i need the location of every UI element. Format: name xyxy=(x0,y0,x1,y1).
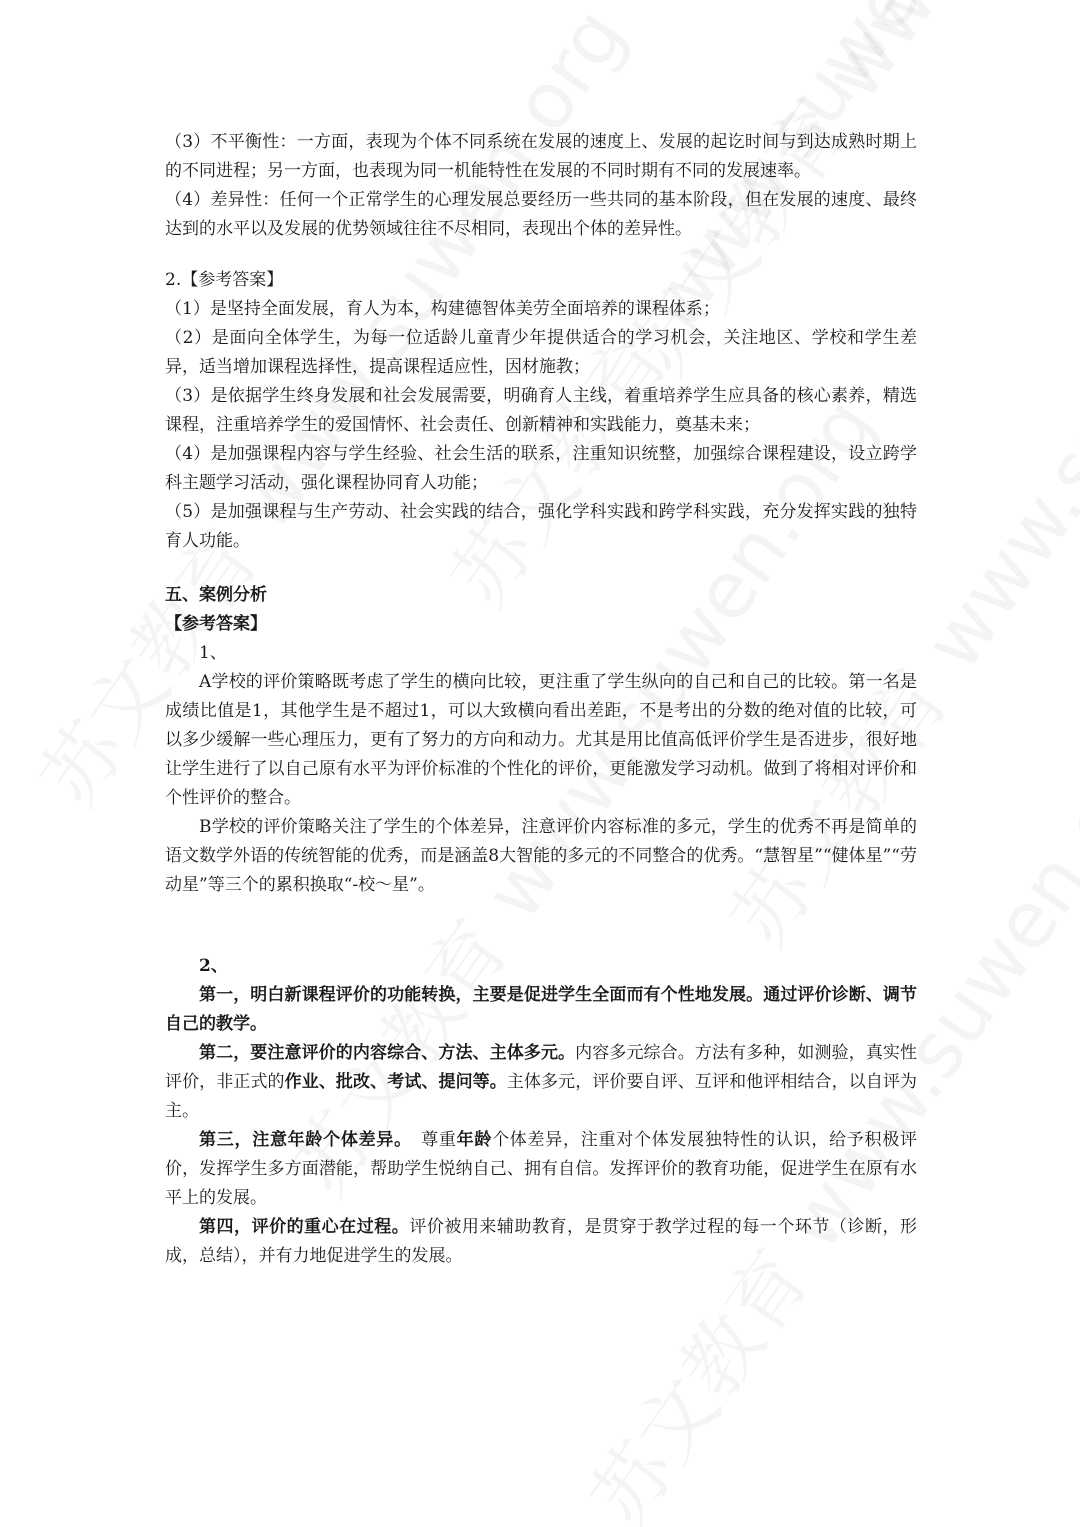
q2-answer-item-4: （4）是加强课程内容与学生经验、社会生活的联系，注重知识统整，加强综合课程建设，设立跨学科主题学习活动，强化课程协同育人功能； xyxy=(165,444,917,493)
case-q1-school-b: B学校的评价策略关注了学生的个体差异，注意评价内容标准的多元，学生的优秀不再是简单的语文数学外语的传统智能的优秀，而是涵盖8大智能的多元的不同整合的优秀。“慧智星”“健体星”“劳动星”等三个的累积换取“-校～星”。 xyxy=(165,817,917,895)
q2-answer-item-1: （1）是坚持全面发展，育人为本，构建德智体美劳全面培养的课程体系； xyxy=(165,299,720,319)
document-body xyxy=(165,128,917,1271)
q2-answer-item-5: （5）是加强课程与生产劳动、社会实践的结合，强化学科实践和跨学科实践，充分发挥实践的独特育人功能。 xyxy=(165,502,917,551)
development-trait-3: （3）不平衡性：一方面，表现为个体不同系统在发展的速度上、发展的起讫时间与到达成熟时期上的不同进程；另一方面，也表现为同一机能特性在发展的不同时期有不同的发展速率。 xyxy=(165,132,917,181)
point-2-emphasis: 作业、批改、考试、提问等。 xyxy=(284,1072,507,1092)
q2-answer-item-3: （3）是依据学生终身发展和社会发展需要，明确育人主线，着重培养学生应具备的核心素养，精选课程，注重培养学生的爱国情怀、社会责任、创新精神和实践能力，奠基未来； xyxy=(165,386,917,435)
case-q2-number: 2、 xyxy=(199,956,228,976)
q2-heading: 2.【参考答案】 xyxy=(165,270,284,290)
development-trait-4: （4）差异性：任何一个正常学生的心理发展总要经历一些共同的基本阶段，但在发展的速度、最终达到的水平以及发展的优势领域往往不尽相同，表现出个体的差异性。 xyxy=(165,190,917,239)
case-q1-school-a: A学校的评价策略既考虑了学生的横向比较，更注重了学生纵向的自己和自己的比较。第一名是成绩比值是1，其他学生是不超过1，可以大致横向看出差距，不是考出的分数的绝对值的比较，可以多少缓解一些心理压力，更有了努力的方向和动力。尤其是用比值高低评价学生是否进步，很好地让学生进行了以自己原有水平为评价标准的个性化的评价，更能激发学习动机。做到了将相对评价和个性评价的整合。 xyxy=(165,672,917,808)
point-2-lead: 第二，要注意评价的内容综合、方法、主体多元。 xyxy=(199,1043,576,1063)
point-2-text-a: 内容多元综合。方法有多种，如测验，真实性评价，非正式的 xyxy=(165,1043,918,1092)
case-q2-point-2 xyxy=(165,1039,917,1126)
case-q1-number: 1、 xyxy=(199,643,227,663)
reference-answer-label: 【参考答案】 xyxy=(165,614,267,634)
point-4-lead: 第四，评价的重心在过程。 xyxy=(199,1217,410,1237)
q2-answer-item-2: （2）是面向全体学生，为每一位适龄儿童青少年提供适合的学习机会，关注地区、学校和学生差异，适当增加课程选择性，提高课程适应性，因材施教； xyxy=(165,328,917,377)
point-4-text: 评价被用来辅助教育，是贯穿于教学过程的每一个环节（诊断，形成，总结），并有力地促进学生的发展。 xyxy=(165,1217,918,1266)
section-title-case-analysis: 五、案例分析 xyxy=(165,585,267,605)
case-q2-point-3 xyxy=(165,1126,917,1213)
case-q2-point-1: 第一，明白新课程评价的功能转换，主要是促进学生全面而有个性地发展。通过评价诊断、调节自己的教学。 xyxy=(165,985,917,1034)
point-3-lead: 第三，注意年龄个体差异。 xyxy=(199,1130,404,1150)
point-3-text-b: 个体差异，注重对个体发展独特性的认识，给予积极评价，发挥学生多方面潜能，帮助学生悦纳自己、拥有自信。发挥评价的教育功能，促进学生在原有水平上的发展。 xyxy=(165,1130,918,1208)
point-2-text-b: 主体多元，评价要自评、互评和他评相结合，以自评为主。 xyxy=(165,1072,918,1121)
case-q2-point-4 xyxy=(165,1213,917,1271)
point-3-text-a: 尊重 xyxy=(403,1130,457,1150)
point-3-emphasis: 年龄 xyxy=(456,1130,493,1150)
